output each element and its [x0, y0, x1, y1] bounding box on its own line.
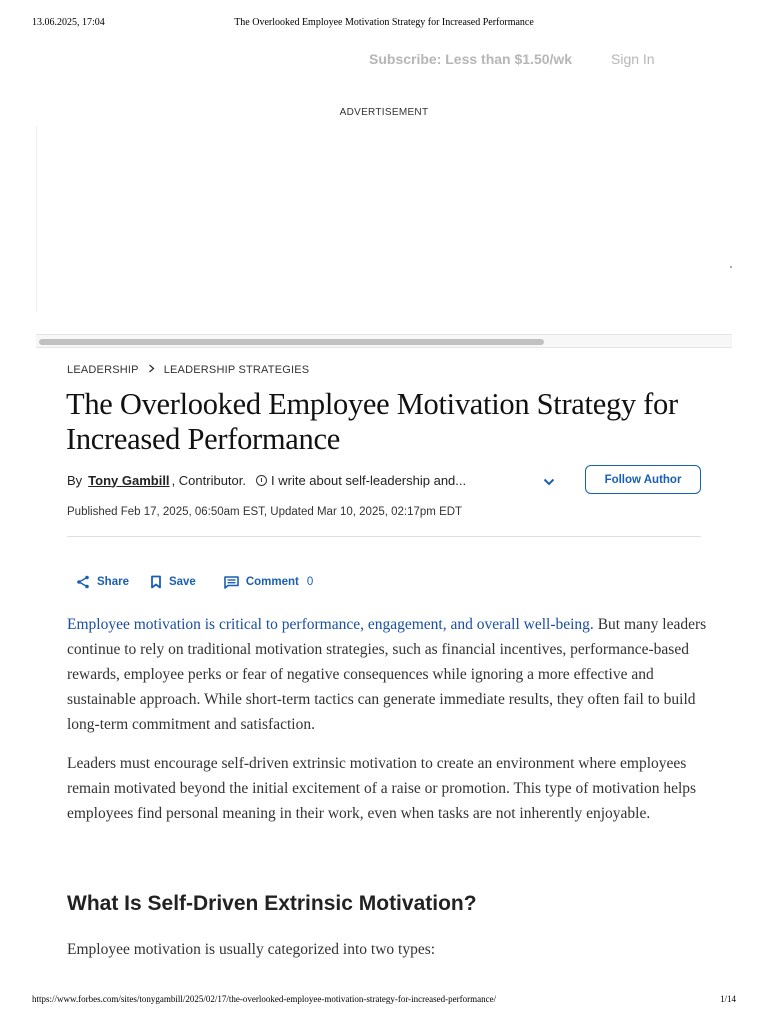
advertisement-label: ADVERTISEMENT — [339, 107, 429, 118]
follow-author-button[interactable]: Follow Author — [585, 465, 701, 494]
breadcrumb — [67, 364, 309, 376]
print-header — [32, 17, 736, 31]
paragraph-1 — [67, 612, 707, 737]
share-label: Share — [97, 576, 129, 588]
print-footer — [32, 994, 736, 1008]
breadcrumb-item-leadership-strategies[interactable]: LEADERSHIP STRATEGIES — [163, 364, 310, 376]
info-icon — [256, 475, 267, 486]
share-button[interactable] — [76, 575, 129, 589]
subscribe-link[interactable]: Subscribe: Less than $1.50/wk — [369, 51, 573, 67]
section-heading: What Is Self-Driven Extrinsic Motivation? — [67, 892, 477, 915]
print-url: https://www.forbes.com/sites/tonygambill/2025/02/17/the-overlooked-employee-motivation-strategy-for-increased-performance/ — [32, 994, 497, 1004]
divider — [67, 536, 701, 537]
chevron-down-icon[interactable] — [543, 474, 555, 484]
article-actions — [76, 573, 313, 591]
breadcrumb-item-leadership[interactable]: LEADERSHIP — [67, 364, 139, 376]
save-label: Save — [168, 576, 196, 588]
comment-icon — [224, 576, 239, 589]
print-doc-title: The Overlooked Employee Motivation Strategy for Increased Performance — [234, 17, 534, 28]
article-body — [67, 612, 707, 840]
paragraph-2: Leaders must encourage self-driven extrinsic motivation to create an environment where employees remain motivated beyond the initial excitement of a raise or promotion. This type of motivation helps employees find personal meaning in their work, even when tasks are not inherently enjoyable. — [67, 755, 697, 822]
paragraph-3: Employee motivation is usually categorized into two types: — [67, 941, 436, 958]
save-button[interactable] — [150, 575, 196, 589]
ad-marker — [730, 266, 732, 268]
author-bio-teaser: I write about self-leadership and... — [271, 472, 467, 488]
byline-prefix: By — [67, 472, 83, 488]
print-datetime: 13.06.2025, 17:04 — [32, 17, 105, 28]
advertisement-slot[interactable] — [36, 126, 732, 312]
paragraph-1-text: But many leaders continue to rely on traditional motivation strategies, such as financial incentives, performance-based rewards, employee perks or fear of negative consequences while ignoring a more effective and sustainable approach. While short-term tactics can generate immediate results, they often fail to build long-term commitment and satisfaction. — [67, 616, 707, 733]
print-page-number: 1/14 — [719, 994, 736, 1004]
article-headline: The Overlooked Employee Motivation Strategy for Increased Performance — [66, 387, 678, 456]
chevron-right-icon — [148, 364, 155, 376]
comment-count: 0 — [306, 576, 314, 588]
author-role: , Contributor. — [171, 472, 246, 488]
comment-label: Comment — [245, 576, 299, 588]
lead-link[interactable]: Employee motivation is critical to performance, engagement, and overall well-being. — [67, 616, 594, 633]
scrollbar-thumb[interactable] — [39, 339, 544, 345]
bookmark-icon — [150, 575, 162, 589]
share-icon — [76, 575, 90, 589]
top-bar — [0, 50, 768, 70]
comment-button[interactable] — [224, 576, 313, 589]
published-date: Published Feb 17, 2025, 06:50am EST, Updated Mar 10, 2025, 02:17pm EDT — [67, 506, 463, 518]
author-link[interactable]: Tony Gambill — [88, 472, 170, 488]
sign-in-link[interactable]: Sign In — [611, 51, 655, 67]
horizontal-scrollbar[interactable] — [36, 334, 732, 348]
